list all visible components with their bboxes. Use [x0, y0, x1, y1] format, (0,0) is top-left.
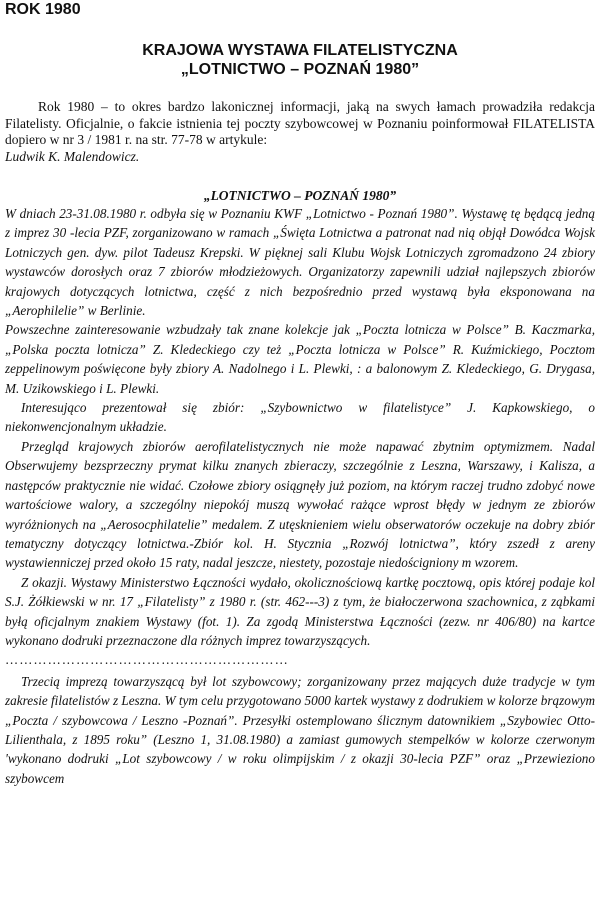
article-title: „LOTNICTWO – POZNAŃ 1980” [203, 188, 397, 203]
exhibition-title: KRAJOWA WYSTAWA FILATELISTYCZNA [142, 42, 458, 59]
section-separator: …………………………………………………… [5, 652, 289, 668]
year-heading: ROK 1980 [5, 1, 81, 18]
article-paragraph-1: W dniach 23-31.08.1980 r. odbyła się w Poznaniu KWF „Lotnictwo - Poznań 1980”. Wystawę tę będącą jedną z imprez 30 -lecia PZF, zorganizowano w ramach „Święta Lotnictwa a patronat nad nią objął Dowódca Wojsk Lotniczych gen. dyw. pilot Tadeusz Krepski. W pięknej sali Klubu Wojsk Lotniczych zgromadzono 24 zbiory wystawców dorosłych oraz 7 zbiorów młodzieżowych. Organizatorzy zapewnili udział najlepszych zbiorów krajowych dotyczących lotnictwa, część z nich bezpośrednio przed wystawą była eksponowana na „Aerophilelie” w Berlinie. [5, 206, 595, 319]
article-body [5, 204, 595, 788]
intro-section [5, 99, 595, 165]
article-paragraph-5: Z okazji. Wystawy Ministerstwo Łączności wydało, okolicznościową kartkę pocztową, opis której podaje kol S.J. Żółkiewski w nr. 17 „Filatelisty” z 1980 r. (str. 462---3) z tym, że białoczerwona szachownica, z ząbkami byłą oficjalnym znakiem Wystawy (fot. 1). Za zgodą Ministerstwa Łączności (zezw. nr 406/80) na kartce wykonano dodruki przeznaczone dla różnych imprez towarzyszących. [5, 574, 595, 648]
article-paragraph-4: Przegląd krajowych zbiorów aerofilatelistycznych nie może napawać zbytnim optymizmem. Nadal Obserwujemy bezsprzeczny prymat kilku znanych zbieraczy, szczególnie z Leszna, Warszawy, i Kalisza, a następców praktycznie nie widać. Czołowe zbiory osiągnęły już poziom, na którym raczej trudno zdobyć nowe wartościowe walory, a szczególny niepokój muszą wywołać rażące wprost błędy w jednym ze zbiorów wyróżnionych na „Aerosocphilatelie” medalem. Z utęsknieniem wielu obserwatorów oczekuje na dobry zbiór tematyczny dotyczący lotnictwa.-Zbiór kol. H. Stycznia „Rozwój lotnictwa”, który zszedł z areny wystawienniczej przed około 15 raty, nadal jeszcze, niestety, pozostaje niedościgniony m wzorem. [5, 438, 595, 571]
intro-paragraph: Rok 1980 – to okres bardzo lakonicznej informacji, jaką na swych łamach prowadziła redakcja Filatelisty. Oficjalnie, o fakcie istnienia tej poczty szybowcowej w Poznaniu poinformował FILATELISTA dopiero w nr 3 / 1981 r. na str. 77-78 w artykule: [5, 99, 595, 147]
article-paragraph-2: Powszechne zainteresowanie wzbudzały tak znane kolekcje jak „Poczta lotnicza w Polsce” B. Kaczmarka, „Polska poczta lotnicza” Z. Kledeckiego czy też „Poczta lotnicza w Polsce” R. Kuźmickiego, Pocztom zeppelinowym poświęcone były zbiory A. Nadolnego i L. Plewki, : a balonowym Z. Kledeckiego, G. Drygasa, M. Uzikowskiego i L. Plewki. [5, 322, 595, 396]
article-paragraph-3: Interesująco prezentował się zbiór: „Szybownictwo w filatelistyce” J. Kapkowskiego, o niekonwencjonalnym układzie. [5, 400, 595, 435]
glider-flight-paragraph: Trzecią imprezą towarzyszącą był lot szybowcowy; zorganizowany przez mających duże tradycje w tym zakresie filatelistów z Leszna. W tym celu przygotowano 5000 kartek wystawy z dodrukiem w kolorze brązowym „Poczta / szybowcowa / Leszno -Poznań”. Przesyłki ostemplowano ślicznym datownikiem „Szybowiec Otto- Lilienthala, z 1895 roku” (Leszno 1, 31.08.1980) a zamiast gumowych stempelków w kolorze czerwonym 'wykonano dodruki „Lot szybowcowy / w roku olimpijskim / z okazji 30-lecia PZF” oraz „Przewieziono szybowcem [5, 673, 595, 786]
article-author: Ludwik K. Malendowicz. [5, 148, 140, 164]
exhibition-subtitle: „LOTNICTWO – POZNAŃ 1980” [180, 61, 420, 78]
